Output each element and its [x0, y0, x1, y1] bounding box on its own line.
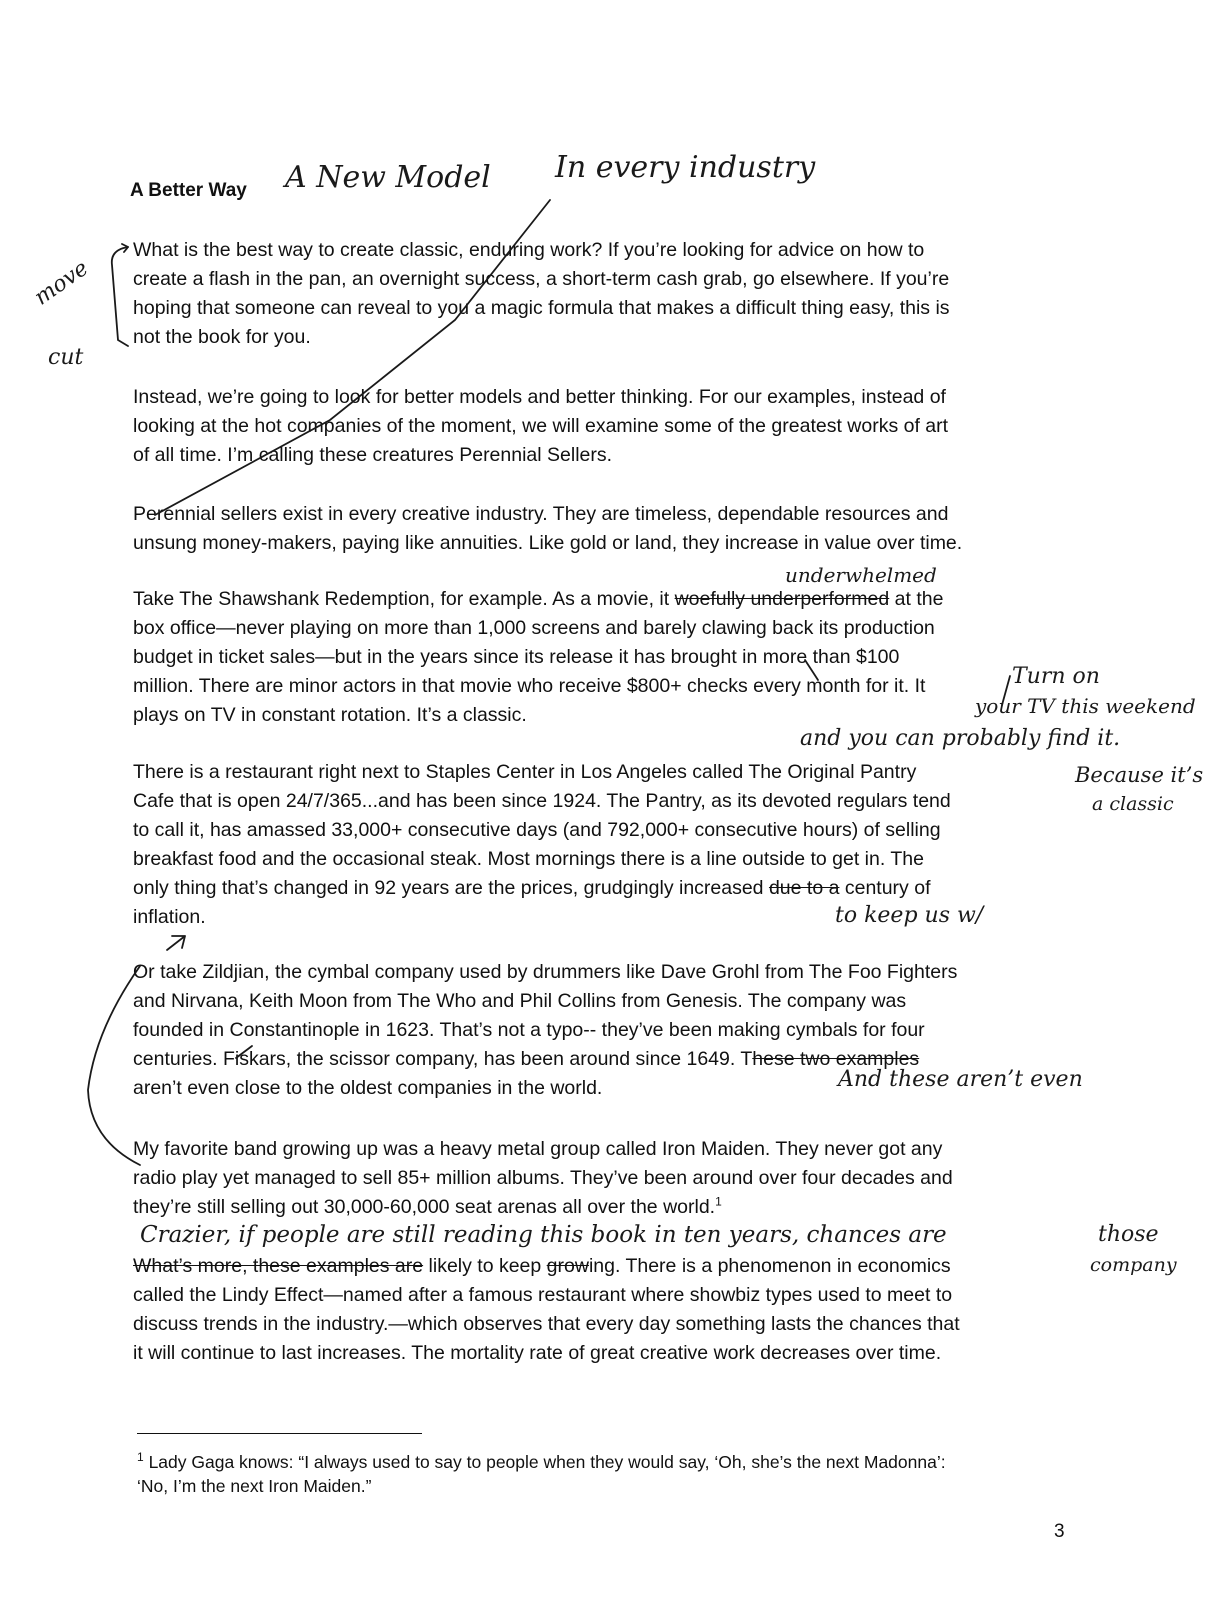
paragraph-line: of all time. I’m calling these creatures Perennial Sellers.: [133, 444, 613, 466]
handwritten-top-note: In every industry: [555, 150, 816, 185]
paragraph-line: to call it, has amassed 33,000+ consecutive days (and 792,000+ consecutive hours) of selling: [133, 819, 941, 841]
text-run: likely to keep: [423, 1255, 547, 1277]
paragraph-line: founded in Constantinople in 1623. That’s not a typo-- they’ve been making cymbals for four: [133, 1019, 925, 1041]
handwritten-insert: company: [1090, 1254, 1177, 1276]
handwritten-title-addition: A New Model: [285, 160, 491, 195]
text-run: only thing that’s changed in 92 years are the prices, grudgingly increased: [133, 877, 769, 899]
paragraph-line: looking at the hot companies of the moment, we will examine some of the greatest works of art: [133, 415, 949, 437]
handwritten-note: Turn on: [1012, 664, 1100, 689]
paragraph-line: not the book for you.: [133, 326, 311, 348]
paragraph-line: Instead, we’re going to look for better models and better thinking. For our examples, instead of: [133, 386, 946, 408]
paragraph-line: it will continue to last increases. The mortality rate of great creative work decreases over time.: [133, 1342, 942, 1364]
paragraph-line: [133, 1193, 1078, 1222]
handwritten-note: and you can probably find it.: [800, 726, 1121, 751]
paragraph-8: [133, 1252, 1078, 1368]
struck-text: hese two examples: [752, 1048, 920, 1070]
handwritten-replacement-word: underwhelmed: [785, 563, 937, 587]
footnote-reference[interactable]: 1: [715, 1194, 722, 1209]
paragraph-1: [133, 236, 1078, 352]
handwritten-margin-cut: cut: [48, 345, 84, 370]
move-arrow-icon: [167, 936, 185, 950]
bracket-arrow: [122, 244, 128, 252]
handwritten-insert: those: [1098, 1222, 1159, 1247]
paragraph-line: called the Lindy Effect—named after a famous restaurant where showbiz types used to meet to: [133, 1284, 953, 1306]
paragraph-line: million. There are minor actors in that movie who receive $800+ checks every month for it. It: [133, 675, 926, 697]
paragraph-line: My favorite band growing up was a heavy metal group called Iron Maiden. They never got any: [133, 1138, 943, 1160]
paragraph-line: There is a restaurant right next to Staples Center in Los Angeles called The Original Pantry: [133, 761, 917, 783]
paragraph-line: Or take Zildjian, the cymbal company used by drummers like Dave Grohl from The Foo Fighters: [133, 961, 958, 983]
paragraph-line: Cafe that is open 24/7/365...and has been since 1924. The Pantry, as its devoted regulars tend: [133, 790, 951, 812]
text-run: century of: [839, 877, 931, 899]
handwritten-margin-move: move: [30, 255, 94, 311]
text-run: ing. There is a phenomenon in economics: [588, 1255, 951, 1277]
handwritten-insert: And these aren’t even: [838, 1067, 1083, 1092]
paragraph-line: plays on TV in constant rotation. It’s a classic.: [133, 704, 527, 726]
handwritten-note: your TV this weekend: [975, 694, 1196, 718]
text-run: at the: [889, 588, 944, 610]
struck-text: woefully underperformed: [674, 588, 890, 610]
footnote: [137, 1450, 1067, 1498]
handwritten-note: Because it’s: [1075, 763, 1204, 787]
paragraph-4: [133, 585, 1078, 730]
handwritten-insert: to keep us w/: [835, 903, 984, 928]
paragraph-line: [133, 585, 1078, 614]
handwritten-note: a classic: [1092, 793, 1174, 815]
footnote-line: [137, 1450, 1067, 1474]
paragraph-line: aren’t even close to the oldest companies in the world.: [133, 1077, 603, 1099]
text-run: Take The Shawshank Redemption, for example. As a movie, it: [133, 588, 675, 610]
struck-text: grow: [546, 1255, 589, 1277]
paragraph-line: [133, 1252, 1078, 1281]
paragraph-line: Perennial sellers exist in every creative industry. They are timeless, dependable resources and: [133, 503, 949, 525]
paragraph-line: budget in ticket sales—but in the years since its release it has brought in more than $100: [133, 646, 900, 668]
text-run: they’re still selling out 30,000-60,000 seat arenas all over the world.: [133, 1196, 716, 1218]
paragraph-line: inflation.: [133, 906, 206, 928]
page-number: 3: [1054, 1521, 1065, 1542]
text-run: centuries. Fiskars, the scissor company, has been around since 1649. T: [133, 1048, 753, 1070]
paragraph-line: box office—never playing on more than 1,000 screens and barely clawing back its production: [133, 617, 935, 639]
text-run: Lady Gaga knows: “I always used to say to people when they would say, ‘Oh, she’s the next Madonna’:: [148, 1452, 946, 1472]
paragraph-line: create a flash in the pan, an overnight success, a short-term cash grab, go elsewhere. If you’re: [133, 268, 950, 290]
margin-bracket: [112, 247, 128, 346]
struck-text: due to a: [768, 877, 840, 899]
paragraph-line: What is the best way to create classic, enduring work? If you’re looking for advice on how to: [133, 239, 925, 261]
handwritten-insert: Crazier, if people are still reading this book in ten years, chances are: [140, 1222, 947, 1248]
paragraph-7: [133, 1135, 1078, 1222]
section-heading: A Better Way: [130, 180, 247, 201]
paragraph-3: [133, 500, 1078, 558]
paragraph-line: breakfast food and the occasional steak. Most mornings there is a line outside to get in. The: [133, 848, 924, 870]
paragraph-line: radio play yet managed to sell 85+ million albums. They’ve been around over four decades and: [133, 1167, 953, 1189]
paragraph-line: [133, 874, 1078, 903]
paragraph-line: unsung money-makers, paying like annuities. Like gold or land, they increase in value over time.: [133, 532, 963, 554]
paragraph-line: discuss trends in the industry.—which observes that every day something lasts the chances that: [133, 1313, 960, 1335]
footnote-marker: 1: [137, 1450, 144, 1465]
footnote-line: ‘No, I’m the next Iron Maiden.”: [137, 1476, 372, 1496]
paragraph-2: [133, 383, 1078, 470]
paragraph-line: and Nirvana, Keith Moon from The Who and Phil Collins from Genesis. The company was: [133, 990, 907, 1012]
struck-text: What’s more, these examples are: [133, 1255, 424, 1277]
paragraph-line: hoping that someone can reveal to you a magic formula that makes a difficult thing easy, this is: [133, 297, 950, 319]
footnote-divider: [137, 1433, 422, 1434]
